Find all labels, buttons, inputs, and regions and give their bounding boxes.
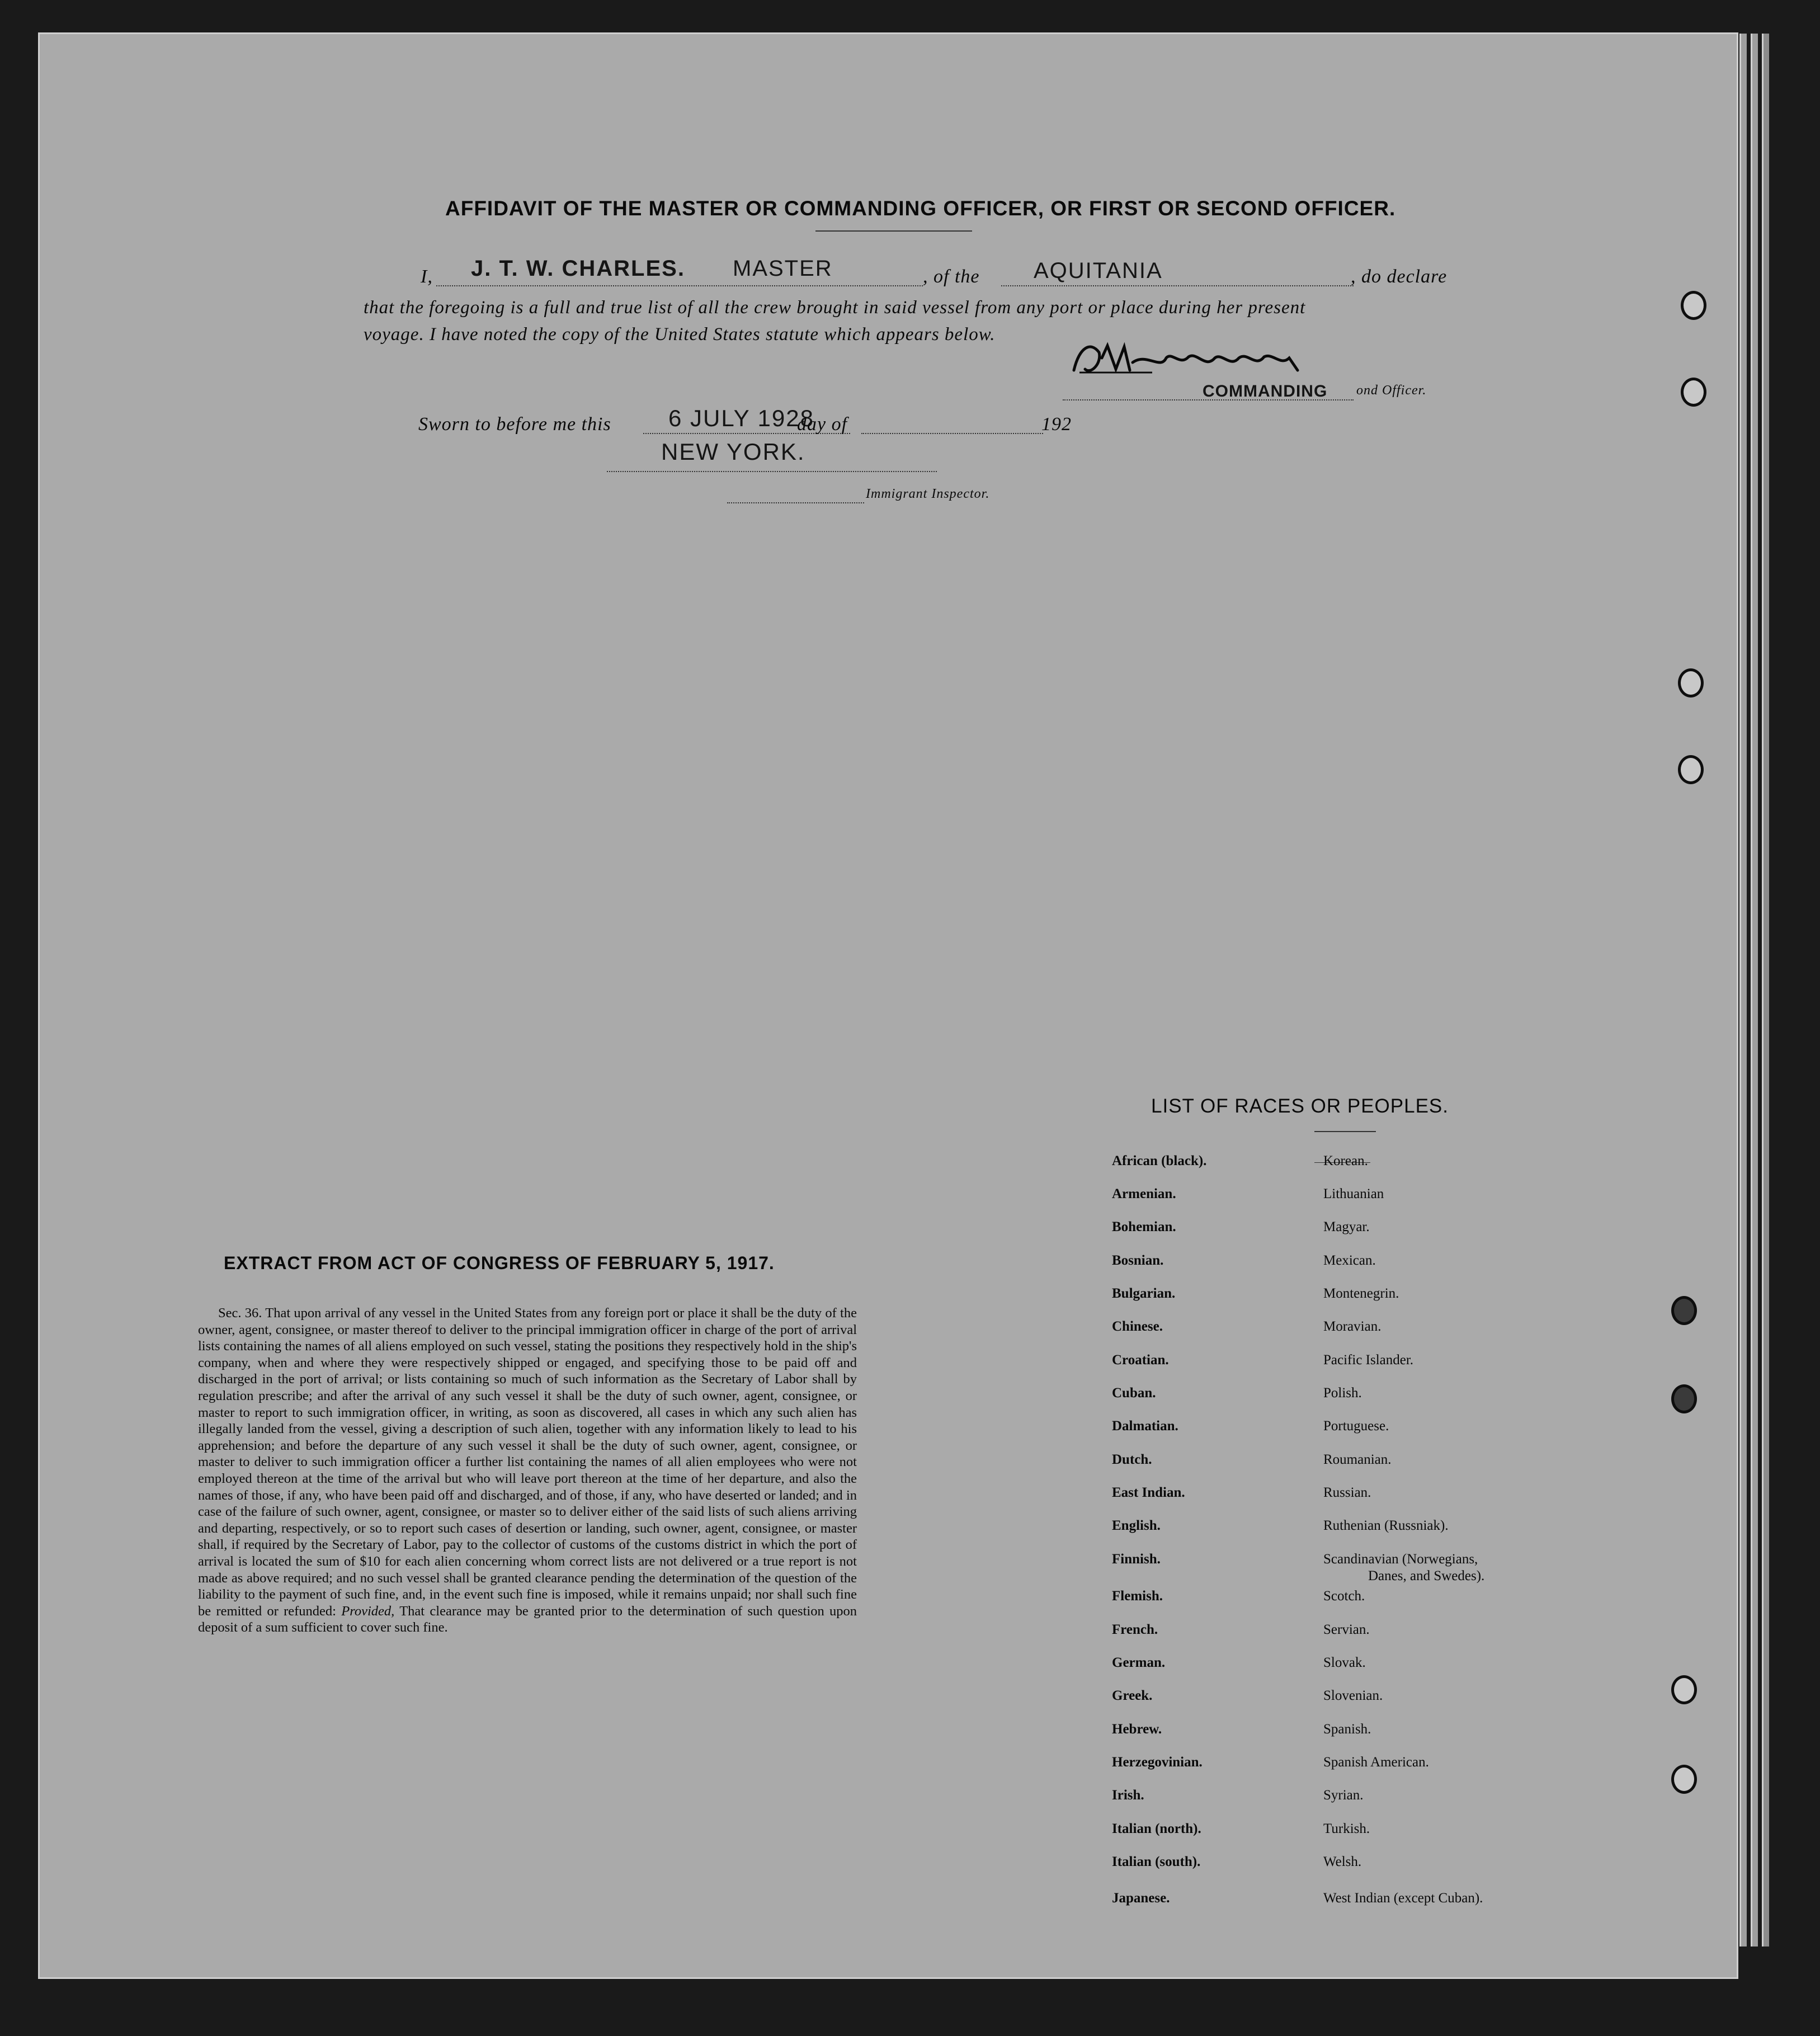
signature-line: [1063, 399, 1354, 400]
inspector-label: Immigrant Inspector.: [866, 487, 990, 501]
race-item: Ruthenian (Russniak).: [1323, 1518, 1449, 1533]
race-item: West Indian (except Cuban).: [1323, 1891, 1483, 1906]
page-edge: [1739, 34, 1747, 1947]
race-item: Flemish.: [1112, 1589, 1163, 1604]
race-item: Mexican.: [1323, 1253, 1376, 1268]
race-item: Welsh.: [1323, 1854, 1362, 1869]
officer-stamp: COMMANDING: [1203, 382, 1328, 400]
name-line: [436, 285, 923, 286]
race-item: Irish.: [1112, 1788, 1144, 1803]
do-declare-text: , do declare: [1351, 266, 1447, 287]
place-line: [607, 471, 937, 472]
binder-ring-icon: [1671, 1675, 1697, 1704]
race-item: French.: [1112, 1622, 1158, 1637]
race-item: Herzegovinian.: [1112, 1755, 1203, 1770]
heading-underline: [815, 230, 972, 232]
races-underline: [1314, 1131, 1376, 1132]
section-label: Sec. 36.: [218, 1306, 262, 1321]
race-item: Spanish.: [1323, 1722, 1371, 1737]
race-item: Armenian.: [1112, 1186, 1176, 1201]
races-heading: LIST OF RACES OR PEOPLES.: [1151, 1095, 1449, 1117]
race-item: Spanish American.: [1323, 1755, 1429, 1770]
race-item: English.: [1112, 1518, 1161, 1533]
race-item: Chinese.: [1112, 1319, 1163, 1334]
race-item: Pacific Islander.: [1323, 1352, 1414, 1368]
extract-text-a: That upon arrival of any vessel in the United States from any foreign port or place it shall be the duty of the owner, agent, consignee, or master thereof to deliver to the principal immigration officer in charge of the port of arrival lists containing the names of all aliens employed on such vessel, stating the positions they respectively hold in the ship's company, when and where they were respectively shipped or engaged, and specifying those to be paid off and discharged in the port of arrival; or lists containing so much of such information as the Secretary of Labor shall by regulation prescribe; and after the arrival of any such vessel it shall be the duty of such owner, agent, consignee, or master to report to such immigration officer, in writing, as soon as discovered, all cases in which any such alien has illegally landed from the vessel, giving a description of such alien, together with any information likely to lead to his apprehension; and before the departure of any such vessel it shall be the duty of such owner, agent, consignee, or master to deliver to such immigration officer a further list containing the names of all alien employees who were not employed thereon at the time of the arrival but who will leave port thereon at the time of her departure, and also the names of those, if any, who have been paid off and discharged, and of those, if any, who have deserted or landed; and in case of the failure of such owner, agent, consignee, or master so to deliver either of the said lists of such aliens arriving and departing, respectively, or so to report such cases of desertion or landing, such owner, agent, consignee, or master shall, if required by the Secretary of Labor, pay to the collector of customs of the customs district in which the port of arrival is located the sum of $10 for each alien concerning whom correct lists are not delivered or a true report is not made as above required; and no such vessel shall be granted clearance pending the determination of the question of the liability to the payment of such fine, and, in the event such fine is imposed, while it remains unpaid; nor shall such fine be remitted or refunded:: [198, 1306, 857, 1619]
race-item: Italian (north).: [1112, 1821, 1201, 1836]
master-signature: [1068, 336, 1337, 380]
race-item: Bohemian.: [1112, 1219, 1176, 1234]
extract-body: [198, 1305, 857, 1636]
year-prefix: 192: [1041, 414, 1072, 435]
vessel-line: [1001, 285, 1354, 286]
affidavit-line-3: voyage. I have noted the copy of the United States statute which appears below.: [364, 324, 996, 345]
race-item: Hebrew.: [1112, 1722, 1162, 1737]
race-item: Lithuanian: [1323, 1186, 1384, 1201]
race-item: African (black).: [1112, 1153, 1207, 1168]
race-item: Korean.: [1323, 1153, 1368, 1168]
affidavit-heading: AFFIDAVIT OF THE MASTER OR COMMANDING OFFICER, OR FIRST OR SECOND OFFICER.: [445, 197, 1396, 220]
month-line: [861, 433, 1043, 434]
race-item-continued: Danes, and Swedes).: [1368, 1568, 1485, 1583]
race-item: Scotch.: [1323, 1589, 1365, 1604]
race-item: Finnish.: [1112, 1552, 1161, 1567]
affidavit-i: I,: [421, 266, 433, 287]
extract-heading: EXTRACT FROM ACT OF CONGRESS OF FEBRUARY 5, 1917.: [224, 1253, 775, 1273]
binder-ring-icon: [1681, 291, 1706, 320]
binder-ring-icon: [1671, 1765, 1697, 1794]
race-item: Syrian.: [1323, 1788, 1364, 1803]
race-item: Turkish.: [1323, 1821, 1370, 1836]
race-item: Scandinavian (Norwegians,: [1323, 1552, 1478, 1567]
master-name: J. T. W. CHARLES.: [471, 256, 685, 281]
race-item: Croatian.: [1112, 1352, 1169, 1368]
sworn-place: NEW YORK.: [661, 439, 805, 465]
binder-ring-icon: [1671, 1296, 1697, 1325]
race-item: Polish.: [1323, 1385, 1362, 1401]
race-item: Slovenian.: [1323, 1688, 1383, 1703]
vessel-name: AQUITANIA: [1034, 258, 1163, 283]
affidavit-line-2: that the foregoing is a full and true list of all the crew brought in said vessel from any port or place during her present: [364, 298, 1306, 318]
race-item: Bulgarian.: [1112, 1286, 1176, 1301]
race-item: Bosnian.: [1112, 1253, 1164, 1268]
race-item: Dutch.: [1112, 1452, 1152, 1467]
race-item: Greek.: [1112, 1688, 1153, 1703]
day-of-text: day of: [797, 414, 848, 435]
race-item: Moravian.: [1323, 1319, 1381, 1334]
sworn-text: Sworn to before me this: [418, 414, 611, 435]
race-item: Slovak.: [1323, 1655, 1366, 1670]
race-item: East Indian.: [1112, 1485, 1185, 1500]
provided-word: Provided,: [341, 1603, 395, 1619]
extract-text-b: That clearance may be granted prior to the determination of such question upon deposit of a sum sufficient to cover such fine.: [198, 1603, 857, 1636]
binder-ring-icon: [1671, 1384, 1697, 1413]
race-item: Montenegrin.: [1323, 1286, 1399, 1301]
binder-ring-icon: [1678, 668, 1704, 697]
race-item: Russian.: [1323, 1485, 1371, 1500]
race-item: Portuguese.: [1323, 1418, 1389, 1434]
race-item: German.: [1112, 1655, 1166, 1670]
binder-ring-icon: [1678, 755, 1704, 784]
page-edge: [1762, 34, 1769, 1947]
race-item: Cuban.: [1112, 1385, 1156, 1401]
officer-suffix: ond Officer.: [1356, 383, 1427, 398]
race-item: Japanese.: [1112, 1891, 1170, 1906]
inspector-line: [727, 502, 864, 503]
sworn-date: 6 JULY 1928: [668, 405, 814, 431]
binder-ring-icon: [1681, 378, 1706, 407]
race-item: Magyar.: [1323, 1219, 1370, 1234]
race-item: Dalmatian.: [1112, 1418, 1178, 1434]
page-edge: [1751, 34, 1758, 1947]
race-item: Roumanian.: [1323, 1452, 1392, 1467]
master-rank: MASTER: [733, 256, 833, 281]
of-the-text: , of the: [923, 266, 980, 287]
race-item: Italian (south).: [1112, 1854, 1201, 1869]
race-item: Servian.: [1323, 1622, 1370, 1637]
